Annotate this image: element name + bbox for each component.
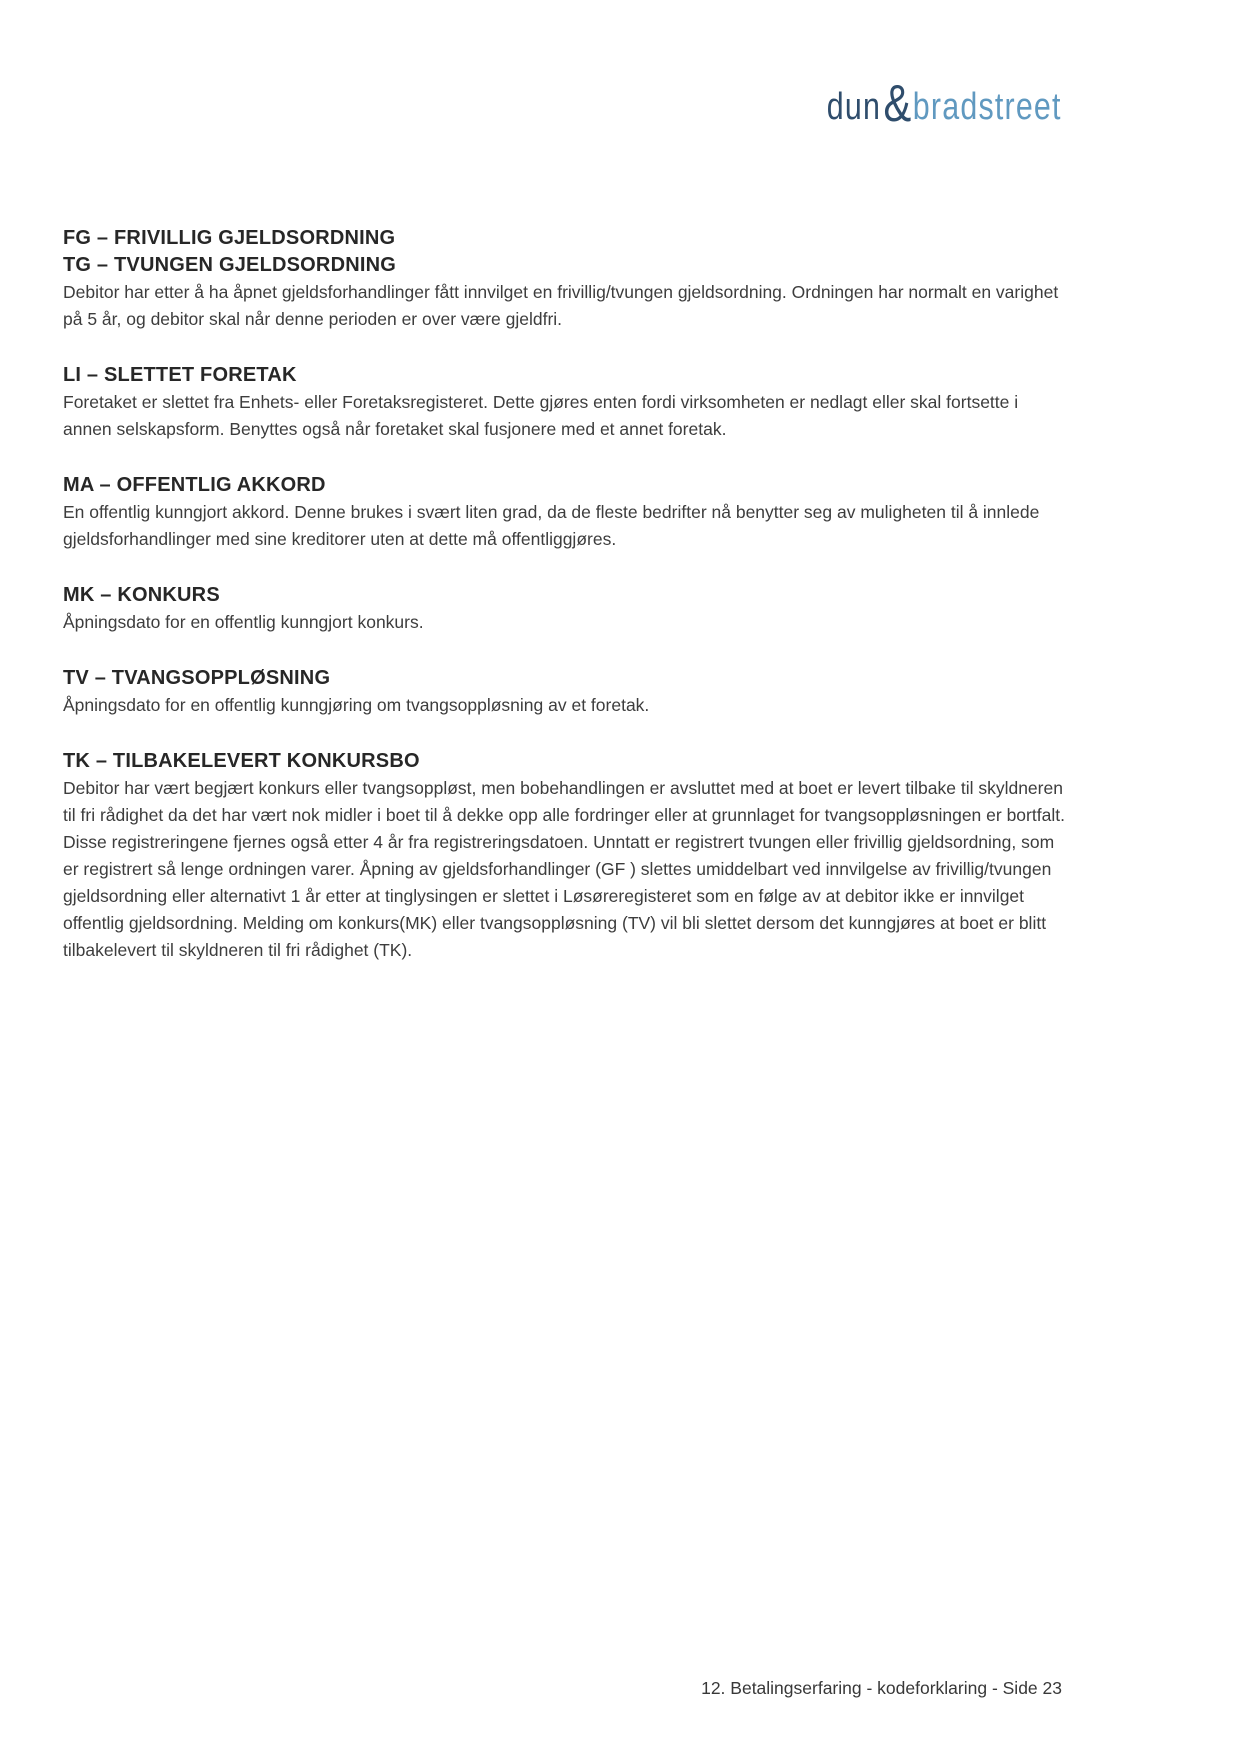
section-body-li: Foretaket er slettet fra Enhets- eller Foretaksregisteret. Dette gjøres enten fordi virksomheten er nedlagt eller skal fortsette i annen selskapsform. Benyttes også når foretaket skal fusjonere med et annet foretak.: [63, 392, 1019, 439]
section-title-tg: TG – TVUNGEN GJELDSORDNING: [63, 254, 397, 276]
logo-word-dun: dun: [827, 86, 882, 128]
section-li: [63, 362, 1068, 443]
dun-bradstreet-logo: [827, 75, 1062, 133]
logo-word-bradstreet: bradstreet: [913, 86, 1062, 128]
section-tk: [63, 748, 1068, 964]
section-body-tk: Debitor har vært begjært konkurs eller tvangsoppløst, men bobehandlingen er avsluttet med at boet er levert tilbake til skyldneren til fri rådighet da det har vært nok midler i boet til å dekke opp alle fordringer eller at grunnlaget for tvangsoppløsningen er bortfalt. Disse registreringene fjernes også etter 4 år fra registreringsdatoen. Unntatt er registrert tvungen eller frivillig gjeldsordning, som er registrert så lenge ordningen varer. Åpning av gjeldsforhandlinger (GF ) slettes umiddelbart ved innvilgelse av frivillig/tvungen gjeldsordning eller alternativt 1 år etter at tinglysingen er slettet i Løsøreregisteret som en følge av at debitor ikke er innvilget offentlig gjeldsordning. Melding om konkurs(MK) eller tvangsoppløsning (TV) vil bli slettet dersom det kunngjøres at boet er blitt tilbakelevert til skyldneren til fri rådighet (TK).: [63, 778, 1065, 960]
section-title-mk: MK – KONKURS: [63, 584, 220, 606]
section-title-ma: MA – OFFENTLIG AKKORD: [63, 474, 326, 496]
section-title-tv: TV – TVANGSOPPLØSNING: [63, 667, 331, 689]
section-title-tk: TK – TILBAKELEVERT KONKURSBO: [63, 750, 420, 772]
section-body-ma: En offentlig kunngjort akkord. Denne brukes i svært liten grad, da de fleste bedrifter nå benytter seg av muligheten til å innlede gjeldsforhandlinger med sine kreditorer uten at dette må offentliggjøres.: [63, 502, 1040, 549]
section-body-tv: Åpningsdato for en offentlig kunngjøring om tvangsoppløsning av et foretak.: [63, 695, 650, 715]
section-fg-tg: [63, 225, 1068, 333]
section-title-li: LI – SLETTET FORETAK: [63, 364, 297, 386]
section-tv: [63, 665, 1068, 719]
section-body-mk: Åpningsdato for en offentlig kunngjort konkurs.: [63, 612, 424, 632]
logo-ampersand-icon: &: [883, 75, 912, 133]
section-mk: [63, 582, 1068, 636]
section-title-fg: FG – FRIVILLIG GJELDSORDNING: [63, 227, 396, 249]
section-body-fg-tg: Debitor har etter å ha åpnet gjeldsforhandlinger fått innvilget en frivillig/tvungen gjeldsordning. Ordningen har normalt en varighet på 5 år, og debitor skal når denne perioden er over være gjeldfri.: [63, 282, 1059, 329]
code-explanation-list: [63, 225, 1068, 993]
section-ma: [63, 472, 1068, 553]
page-footer-label: 12. Betalingserfaring - kodeforklaring - Side 23: [701, 1678, 1062, 1698]
